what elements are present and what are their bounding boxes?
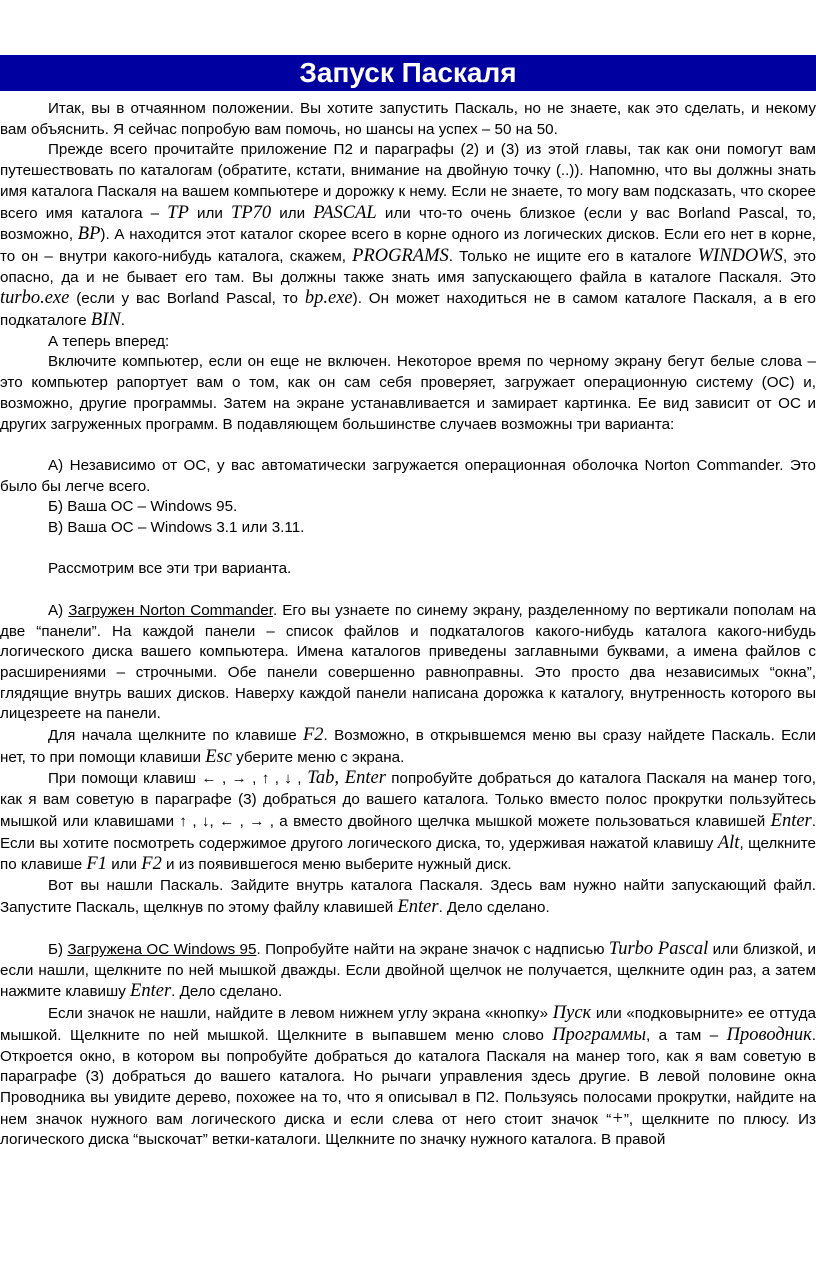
page-title: Запуск Паскаля — [0, 55, 816, 91]
text-run: или «подковырните» ее оттуда мышкой. Щелкните по ней мышкой. Щелкните в выпавшем меню слово — [0, 1005, 816, 1044]
paragraph-found — [0, 876, 816, 918]
text-run: или — [106, 856, 142, 874]
text-run: ). А находится этот каталог скорее всего в корне одного из логических дисков. Если его нет в корне, то он – внутри какого-нибудь каталога, скажем, — [0, 226, 816, 265]
term-provodnik: Проводник — [726, 1024, 812, 1045]
spacer — [0, 580, 816, 601]
paragraph-forward: А теперь вперед: — [48, 332, 170, 350]
text-run: , щелкните по клавише — [0, 834, 816, 874]
paragraph-intro: Итак, вы в отчаянном положении. Вы хотите запустить Паскаль, но не знаете, как это сделать, и некому вам объяснить. Я сейчас попробую вам помочь, но шансы на успех – 50 на 50. — [0, 100, 816, 138]
section-b-windows95 — [0, 939, 816, 1003]
text-run: . Откроется окно, в котором вы попробуйте добраться до каталога Паскаля на манер того, как я вам советую в параграфе (3) добраться до вашего каталога. Но рычаги управления здесь другие. В левой половине окна Проводника вы увидите дерево, похожее на то, что я описывал в П2. Пользуясь полосами прокрутки, найдите на нем значок нужного вам логического диска и если слева от него стоит значок “ — [0, 1026, 816, 1128]
text-run: Вот вы нашли Паскаль. Зайдите внутрь каталога Паскаля. Здесь вам нужно найти запускающий файл. Запустите Паскаль, щелкнув по этому файлу клавишей — [0, 876, 816, 916]
text-run: , а там – — [645, 1026, 727, 1044]
file-name-bp-exe: bp.exe — [304, 288, 353, 309]
text-run: . Если вы хотите посмотреть содержимое другого логического диска, то, удерживая нажатой клавишу — [0, 812, 816, 852]
file-name-turbo-exe: turbo.exe — [0, 288, 70, 309]
dir-name-programs: PROGRAMS — [352, 245, 449, 266]
spacer — [0, 539, 816, 560]
text-run: Прежде всего прочитайте приложение П2 и параграфы (2) и (3) из этой главы, так как они помогут вам путешествовать по каталогам (обратите, кстати, внимание на двойную точку (..)). Напомню, что вы должны знать имя каталога Паскаля на вашем компьютере и дорожку к нему. Если не знаете, то могу вам подсказать, что скорее всего имя каталога – — [0, 141, 816, 222]
paragraph-start-button — [0, 1003, 816, 1151]
section-heading-norton: Загружен Norton Commander — [68, 601, 273, 619]
document-body — [0, 99, 816, 1151]
text-run: , а вместо двойного щелчка мышкой можете пользоваться клавишей — [269, 812, 771, 830]
text-run: или близкой, и если нашли, щелкните по ней мышкой дважды. Если двойной щелчок не получается, щелкните один раз, а затем нажмите клавишу — [0, 941, 816, 1001]
paragraph-catalog-name — [0, 140, 816, 331]
paragraph-boot: Включите компьютер, если он еще не включен. Некоторое время по черному экрану бегут белые слова – это компьютер рапортует вам о том, как он сам себя проверяет, загружает операционную систему (ОС) и, возможно, другие программы. Затем на экране устанавливается и замирает картинка. Ее вид зависит от ОС и других загруженных программ. В подавляющем большинстве случаев возможны три варианта: — [0, 353, 816, 433]
text-run: ). Он может находиться не в самом каталоге Паскаля, а в его подкаталоге — [0, 290, 816, 330]
spacer — [0, 435, 816, 456]
text-run: . Дело сделано. — [438, 898, 550, 916]
icon-label-turbo-pascal: Turbo Pascal — [608, 939, 709, 960]
text-run: и из появившегося меню выберите нужный диск. — [161, 856, 512, 874]
text-run: . Его вы узнаете по синему экрану, разделенному по вертикали пополам на две “панели”. На каждой панели – список файлов и подкаталогов какого-нибудь каталога какого-нибудь логического диска вашего компьютера. Имена каталогов приведены заглавными буквами, а имена файлов с расширениями – строчными. Обе панели совершенно равноправны. Это просто два независимых “окна”, глядящие внутрь ваших дисков. Наверху каждой панели написана дорожка к каталогу, внутренность которого вы лицезреете на панели. — [0, 601, 816, 723]
text-run: . Дело сделано. — [171, 983, 283, 1001]
text-run: уберите меню с экрана. — [231, 748, 405, 766]
paragraph-keys — [0, 768, 816, 876]
dir-name-bin: BIN — [90, 310, 121, 331]
key-f2: F2 — [302, 725, 324, 746]
arrow-keys: ← , → , ↑ , ↓ , — [201, 770, 302, 788]
section-heading-windows95: Загружена ОС Windows 95 — [67, 941, 257, 959]
key-enter: Enter — [770, 810, 812, 831]
option-b: Б) Ваша ОС – Windows 95. — [48, 498, 238, 516]
dir-name-tp: TP — [167, 202, 189, 223]
dir-name-pascal: PASCAL — [313, 202, 377, 223]
key-enter: Enter — [397, 896, 439, 917]
text-run: попробуйте добраться до каталога Паскаля на манер того, как я вам советую в параграфе (3) добраться до вашего каталога. Только вместо полос прокрутки пользуйтесь мышкой или клавишами — [0, 770, 816, 830]
section-a-norton — [0, 601, 816, 725]
dir-name-windows: WINDOWS — [697, 245, 783, 266]
key-tab-enter: Tab, Enter — [301, 768, 386, 789]
paragraph-f2 — [0, 725, 816, 768]
term-pusk: Пуск — [552, 1003, 592, 1024]
text-run: При помощи клавиш — [48, 770, 202, 788]
term-programmy: Программы — [552, 1024, 646, 1045]
key-f1: F1 — [86, 854, 107, 875]
text-run: Б) — [48, 941, 68, 959]
text-run: . Возможно, в открывшемся меню вы сразу найдете Паскаль. Если нет, то при помощи клавиши — [0, 727, 816, 766]
key-esc: Esc — [205, 746, 232, 767]
text-run: Если значок не нашли, найдите в левом нижнем углу экрана «кнопку» — [48, 1005, 553, 1023]
key-alt: Alt — [717, 832, 740, 853]
arrow-keys: ↑ , ↓, ← , → — [179, 812, 270, 830]
dir-name-bp: BP — [77, 224, 101, 245]
text-run: . Попробуйте найти на экране значок с надписью — [256, 941, 609, 959]
text-run: , это опасно, да и не бывает его там. Вы должны также знать имя запускающего файла в каталоге Паскаля. Это — [0, 247, 816, 286]
text-run: или — [188, 204, 232, 222]
text-run: или — [271, 204, 314, 222]
spacer — [0, 918, 816, 939]
paragraph-consider: Рассмотрим все эти три варианта. — [48, 560, 292, 578]
option-c: В) Ваша ОС – Windows 3.1 или 3.11. — [48, 519, 305, 537]
dir-name-tp70: TP70 — [231, 202, 272, 223]
key-enter: Enter — [130, 981, 172, 1002]
text-run: ”, щелкните по плюсу. Из логического диска “выскочат” ветки-каталоги. Щелкните по значку нужного каталога. В правой — [0, 1110, 816, 1149]
text-run: (если у вас Borland Pascal, то — [69, 290, 305, 308]
text-run: или что-то очень близкое (если у вас Borland Pascal, то, возможно, — [0, 204, 816, 244]
text-run: А) — [48, 601, 69, 619]
plus-sign: + — [611, 1108, 624, 1129]
text-run: Для начала щелкните по клавише — [48, 727, 303, 745]
text-run: . — [120, 312, 125, 330]
text-run: . Только не ищите его в каталоге — [448, 247, 698, 265]
option-a: А) Независимо от ОС, у вас автоматически загружается операционная оболочка Norton Commander. Это было бы легче всего. — [0, 456, 816, 495]
key-f2: F2 — [141, 854, 162, 875]
